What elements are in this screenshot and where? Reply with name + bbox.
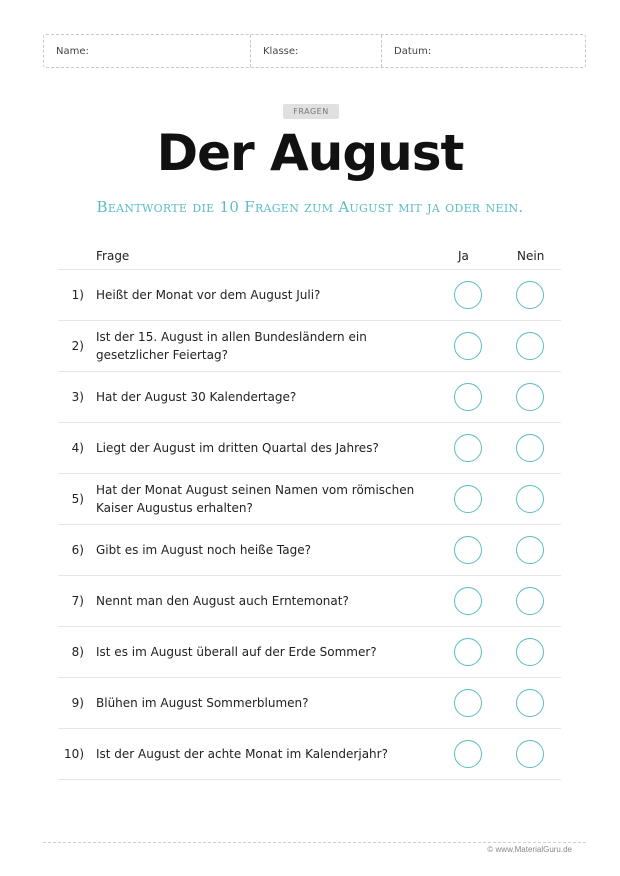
column-header-yes: Ja	[458, 249, 469, 263]
answer-no-circle[interactable]	[516, 281, 544, 309]
page-title: Der August	[156, 124, 464, 182]
date-field[interactable]	[381, 35, 585, 67]
answer-no-circle[interactable]	[516, 587, 544, 615]
answer-no-circle[interactable]	[516, 638, 544, 666]
class-field[interactable]	[250, 35, 381, 67]
answer-yes-circle[interactable]	[454, 383, 482, 411]
table-row	[58, 525, 561, 576]
question-number: 9)	[71, 696, 84, 710]
column-header-no: Nein	[517, 249, 545, 263]
question-text: Ist der 15. August in allen Bundesländern ein gesetzlicher Feiertag?	[96, 330, 367, 362]
column-header-question: Frage	[96, 249, 130, 263]
date-label: Datum:	[394, 45, 432, 57]
copyright: © www.MaterialGuru.de	[487, 845, 572, 854]
answer-yes-circle[interactable]	[454, 434, 482, 462]
answer-yes-circle[interactable]	[454, 485, 482, 513]
question-text: Liegt der August im dritten Quartal des Jahres?	[96, 441, 379, 455]
question-text: Heißt der Monat vor dem August Juli?	[96, 288, 321, 302]
class-label: Klasse:	[263, 45, 299, 57]
student-info-header	[43, 34, 586, 68]
question-text: Ist es im August überall auf der Erde Sommer?	[96, 645, 377, 659]
question-number: 10)	[64, 747, 84, 761]
answer-no-circle[interactable]	[516, 332, 544, 360]
name-label: Name:	[56, 45, 89, 57]
table-header	[58, 240, 561, 270]
question-number: 7)	[71, 594, 84, 608]
question-text: Gibt es im August noch heiße Tage?	[96, 543, 311, 557]
footer-divider	[43, 842, 586, 843]
table-body	[58, 270, 561, 780]
question-number: 2)	[71, 339, 84, 353]
question-text: Hat der August 30 Kalendertage?	[96, 390, 297, 404]
answer-yes-circle[interactable]	[454, 638, 482, 666]
table-row	[58, 321, 561, 372]
question-number: 4)	[71, 441, 84, 455]
question-text: Hat der Monat August seinen Namen vom römischen Kaiser Augustus erhalten?	[96, 483, 415, 515]
question-number: 1)	[71, 288, 84, 302]
answer-yes-circle[interactable]	[454, 689, 482, 717]
answer-yes-circle[interactable]	[454, 536, 482, 564]
answer-no-circle[interactable]	[516, 536, 544, 564]
instructions: Beantworte die 10 Fragen zum August mit ja oder nein.	[96, 198, 524, 216]
question-number: 6)	[71, 543, 84, 557]
table-row	[58, 372, 561, 423]
question-number: 5)	[71, 492, 84, 506]
question-number: 3)	[71, 390, 84, 404]
question-table	[58, 240, 561, 780]
answer-yes-circle[interactable]	[454, 587, 482, 615]
name-field[interactable]	[44, 35, 250, 67]
answer-no-circle[interactable]	[516, 434, 544, 462]
answer-yes-circle[interactable]	[454, 740, 482, 768]
table-row	[58, 576, 561, 627]
table-row	[58, 729, 561, 780]
category-tag: FRAGEN	[283, 104, 339, 119]
question-text: Nennt man den August auch Erntemonat?	[96, 594, 349, 608]
question-text: Blühen im August Sommerblumen?	[96, 696, 309, 710]
answer-no-circle[interactable]	[516, 485, 544, 513]
table-row	[58, 270, 561, 321]
answer-no-circle[interactable]	[516, 740, 544, 768]
table-row	[58, 627, 561, 678]
question-number: 8)	[71, 645, 84, 659]
table-row	[58, 423, 561, 474]
answer-no-circle[interactable]	[516, 689, 544, 717]
answer-no-circle[interactable]	[516, 383, 544, 411]
answer-yes-circle[interactable]	[454, 332, 482, 360]
question-text: Ist der August der achte Monat im Kalenderjahr?	[96, 747, 388, 761]
answer-yes-circle[interactable]	[454, 281, 482, 309]
table-row	[58, 678, 561, 729]
table-row	[58, 474, 561, 525]
